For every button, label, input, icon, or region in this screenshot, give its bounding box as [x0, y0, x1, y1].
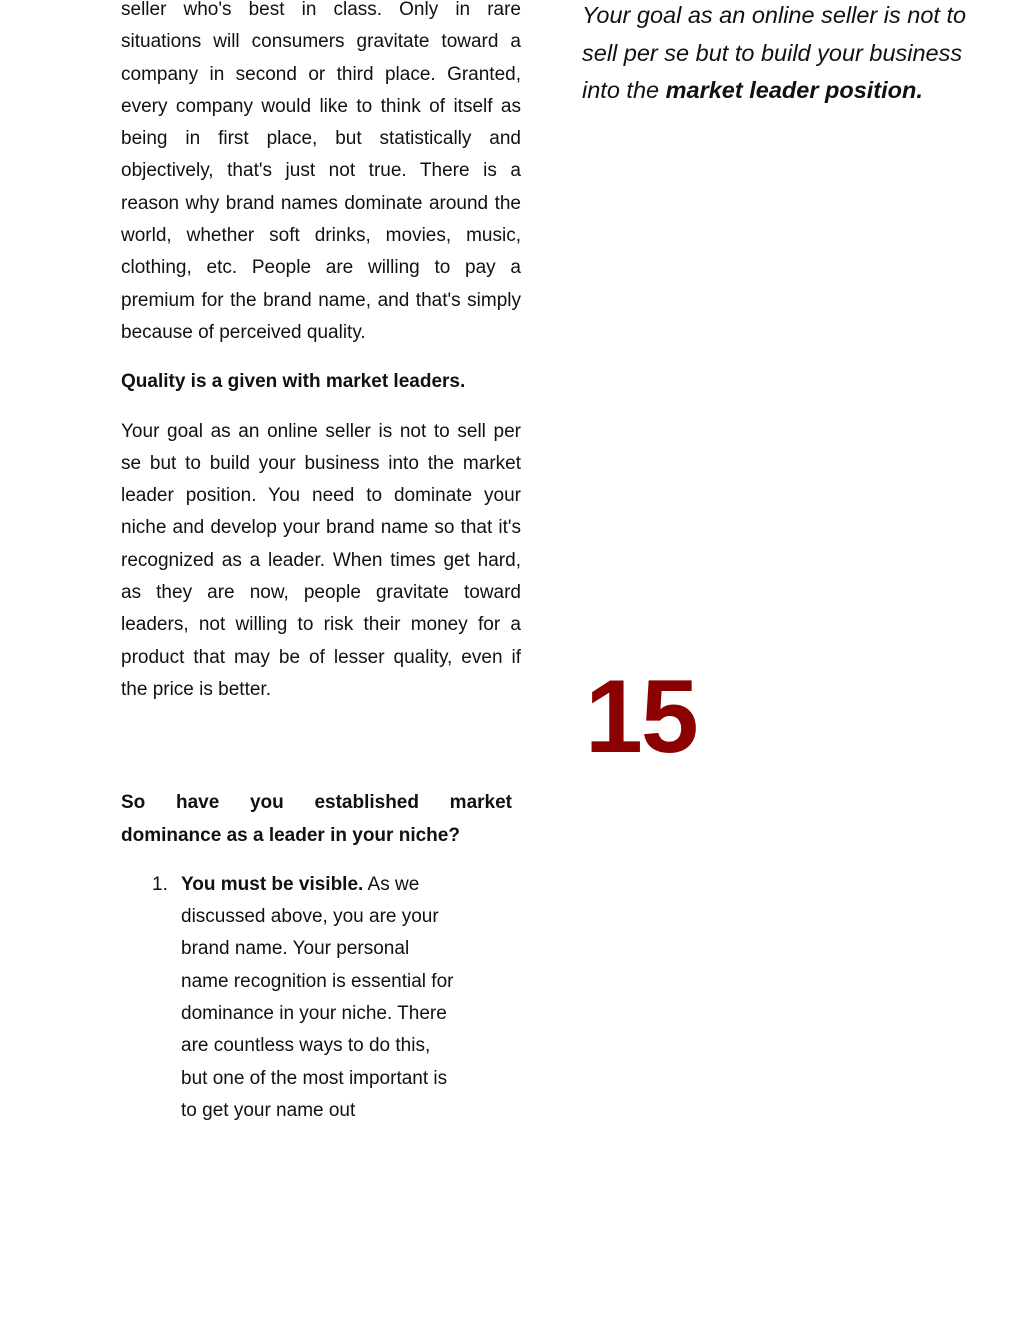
pull-quote-bold: market leader position. [665, 77, 923, 103]
goal-paragraph: Your goal as an online seller is not to sell per se but to build your business into the market leader position. You need to dominate your niche and develop your brand name so that it's recognized as a leader. When times get hard, as they are now, people gravitate toward leaders, not willing to risk their money for a product that may be of lesser quality, even if the price is better. [121, 420, 521, 700]
question-heading [121, 787, 512, 852]
steps-list [121, 869, 521, 1127]
quality-heading: Quality is a given with market leaders. [121, 371, 466, 393]
question-heading-line1: So have you established market [121, 792, 512, 814]
page-number: 15 [585, 659, 697, 775]
pull-quote [582, 0, 992, 110]
main-text-column [121, 0, 521, 1127]
question-heading-line2: dominance as a leader in your niche? [121, 824, 460, 846]
list-item-bold-lead: You must be visible. [181, 873, 364, 895]
intro-paragraph: seller who's best in class. Only in rare situations will consumers gravitate toward a company in second or third place. Granted, every company would like to think of itself as being in first place, but statistically and objectively, that's just not true. There is a reason why brand names dominate around the world, whether soft drinks, movies, music, clothing, etc. People are willing to pay a premium for the brand name, and that's simply because of perceived quality. [121, 0, 521, 343]
list-item [121, 869, 461, 1127]
list-item-text: As we discussed above, you are your brand name. Your personal name recognition is essential for dominance in your niche. There are countless ways to do this, but one of the most important is to get your name out [181, 873, 454, 1121]
pull-quote-text: Your goal as an online seller is not to sell per se but to build your business into the [582, 2, 967, 103]
list-item-number: 1. [152, 873, 168, 895]
